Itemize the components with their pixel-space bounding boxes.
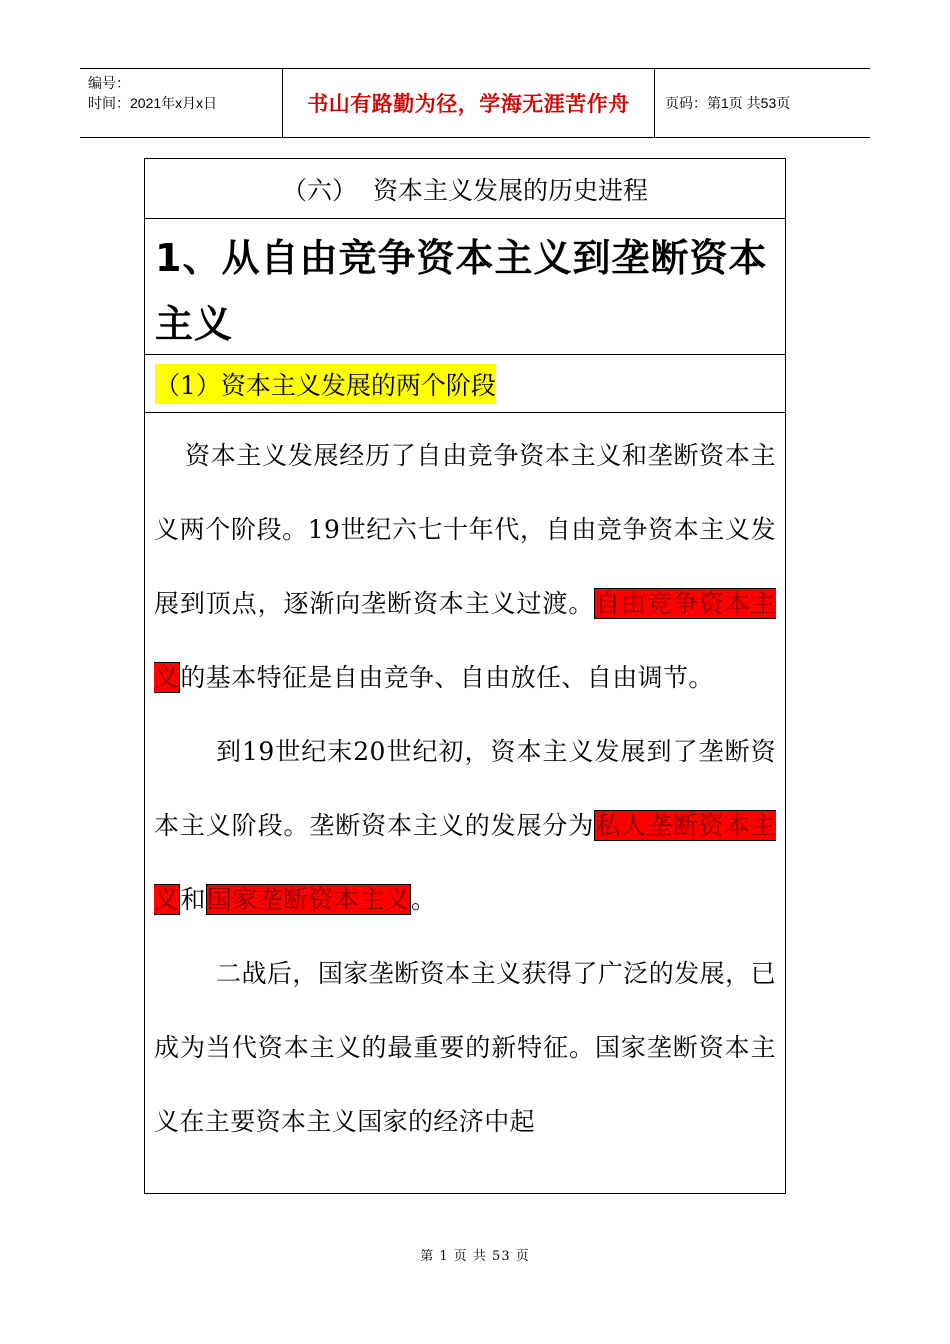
page-footer: 第 1 页 共 53 页 [420,1249,530,1264]
highlight-state-monopoly: 国家垄断资本主义 [206,885,411,914]
heading2: （1）资本主义发展的两个阶段 [155,364,496,404]
section-title-row [145,159,785,219]
heading1: 1、从自由竞争资本主义到垄断资本主义 [155,236,768,346]
body-text [145,413,785,1159]
header-motto: 书山有路勤为径，学海无涯苦作舟 [283,69,655,137]
paragraph-1-tail: 的基本特征是自由竞争、自由放任、自由调节。 [180,663,714,692]
highlight-free-competition: 自由竞争资本主义 [154,589,776,692]
paragraph-2-end: 。 [411,885,437,914]
heading2-row [145,355,785,413]
paragraph-2 [154,715,776,937]
serial-label: 编号： [88,75,130,91]
highlight-private-monopoly: 私人垄断资本主义 [154,811,776,914]
header-meta [80,69,283,137]
paragraph-1 [154,419,776,715]
heading1-row [145,219,785,355]
paragraph-1-text: 资本主义发展经历了自由竞争资本主义和垄断资本主义两个阶段。19世纪六七十年代，自由竞争资本主义发展到顶点，逐渐向垄断资本主义过渡。 [154,441,776,618]
document-table [144,158,786,1194]
header-page-info: 页码：第1页 共53页 [665,95,791,111]
time-label: 时间：2021年x月x日 [88,95,218,111]
section-title: （六） 资本主义发展的历史进程 [282,175,648,205]
paragraph-2-conj: 和 [180,885,206,914]
paragraph-3-text: 二战后，国家垄断资本主义获得了广泛的发展，已成为当代资本主义的最重要的新特征。国家垄断资本主义在主要资本主义国家的经济中起 [154,959,776,1136]
page-header [80,68,870,138]
paragraph-2-text: 到19世纪末20世纪初，资本主义发展到了垄断资本主义阶段。垄断资本主义的发展分为 [154,737,776,840]
paragraph-3 [154,937,776,1159]
